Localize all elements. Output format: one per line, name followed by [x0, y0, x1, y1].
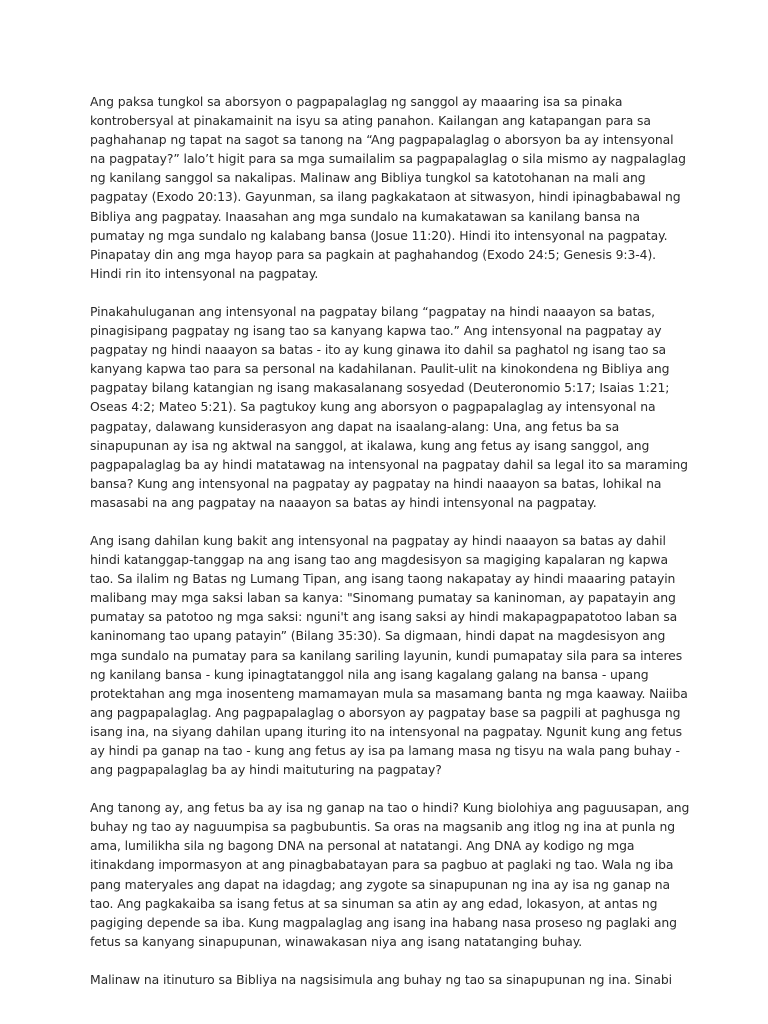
paragraph-5: Malinaw na itinuturo sa Bibliya na nagsisimula ang buhay ng tao sa sinapupunan ng ina. Sinabi — [90, 971, 673, 987]
paragraph-2: Pinakahuluganan ang intensyonal na pagpatay bilang “pagpatay na hindi naaayon sa batas, pinagisipang pagpatay ng isang tao sa kanyang kapwa tao.” Ang intensyonal na pagpatay ay pagpatay ng hindi naaayon sa batas - ito ay kung ginawa ito dahil sa paghatol ng isang tao sa kanyang kapwa tao para sa personal na kadahilanan. Paulit-ulit na kinokondena ng Bibliya ang pagpatay bilang katangian ng isang makasalanang sosyedad (Deuteronomio 5:17; Isaias 1:21; Oseas 4:2; Mateo 5:21). Sa pagtukoy kung ang aborsyon o pagpapalaglag ay intensyonal na pagpatay, dalawang kunsiderasyon ang dapat na isaalang-alang: Una, ang fetus ba sa sinapupunan ay isa ng aktwal na sanggol, at ikalawa, kung ang fetus ay isang sanggol, ang pagpapalaglag ba ay hindi matatawag na intensyonal na pagpatay dahil sa legal ito sa maraming bansa? Kung ang intensyonal na pagpatay ay pagpatay na hindi naaayon sa batas, lohikal na masasabi na ang pagpatay na naaayon sa batas ay hindi intensyonal na pagpatay. — [90, 303, 688, 510]
paragraph-3: Ang isang dahilan kung bakit ang intensyonal na pagpatay ay hindi naaayon sa batas ay dahil hindi katanggap-tanggap na ang isang tao ang magdesisyon sa magiging kapalaran ng kapwa tao. Sa ilalim ng Batas ng Lumang Tipan, ang isang taong nakapatay ay hindi maaaring patayin malibang may mga saksi laban sa kanya: "Sinomang pumatay sa kaninoman, ay papatayin ang pumatay sa patotoo ng mga saksi: nguni't ang isang saksi ay hindi makapagpapatotoo laban sa kaninomang tao upang patayin” (Bilang 35:30). Sa digmaan, hindi dapat na magdesisyon ang mga sundalo na pumatay para sa kanilang sariling layunin, kundi pumapatay sila para sa interes ng kanilang bansa - kung ipinagtatanggol nila ang isang kagalang galang na bansa - upang protektahan ang mga inosenteng mamamayan mula sa masamang banta ng mga kaaway. Naiiba ang pagpapalaglag. Ang pagpapalaglag o aborsyon ay pagpatay base sa pagpili at paghusga ng isang ina, na siyang dahilan upang ituring ito na intensyonal na pagpatay. Ngunit kung ang fetus ay hindi pa ganap na tao - kung ang fetus ay isa pa lamang masa ng tisyu na wala pang buhay - ang pagpapalaglag ba ay hindi maituturing na pagpatay? — [90, 532, 688, 778]
paragraph-1: Ang paksa tungkol sa aborsyon o pagpapalaglag ng sanggol ay maaaring isa sa pinaka kontrobersyal at pinakamainit na isyu sa ating panahon. Kailangan ang katapangan para sa paghahanap ng tapat na sagot sa tanong na “Ang pagpapalaglag o aborsyon ba ay intensyonal na pagpatay?” lalo’t higit para sa mga sumailalim sa pagpapalaglag o sila mismo ay nagpalaglag ng kanilang sanggol sa nakalipas. Malinaw ang Bibliya tungkol sa katotohanan na mali ang pagpatay (Exodo 20:13). Gayunman, sa ilang pagkakataon at sitwasyon, hindi ipinagbabawal ng Bibliya ang pagpatay. Inaasahan ang mga sundalo na kumakatawan sa kanilang bansa na pumatay ng mga sundalo ng kalabang bansa (Josue 11:20). Hindi ito intensyonal na pagpatay. Pinapatay din ang mga hayop para sa pagkain at paghahandog (Exodo 24:5; Genesis 9:3-4). Hindi rin ito intensyonal na pagpatay. — [90, 94, 686, 281]
paragraph-4: Ang tanong ay, ang fetus ba ay isa ng ganap na tao o hindi? Kung biolohiya ang paguusapan, ang buhay ng tao ay naguumpisa sa pagbubuntis. Sa oras na magsanib ang itlog ng ina at punla ng ama, lumilikha sila ng bagong DNA na personal at natatangi. Ang DNA ay kodigo ng mga itinakdang impormasyon at ang pinagbabatayan para sa pagbuo at paglaki ng tao. Wala ng iba pang materyales ang dapat na idagdag; ang zygote sa sinapupunan ng ina ay isa ng ganap na tao. Ang pagkakaiba sa isang fetus at sa sinuman sa atin ay ang edad, lokasyon, at antas ng pagiging depende sa iba. Kung magpalaglag ang isang ina habang nasa proseso ng paglaki ang fetus sa kanyang sinapupunan, winawakasan niya ang isang natatanging buhay. — [90, 800, 690, 949]
document-page — [90, 92, 690, 1008]
